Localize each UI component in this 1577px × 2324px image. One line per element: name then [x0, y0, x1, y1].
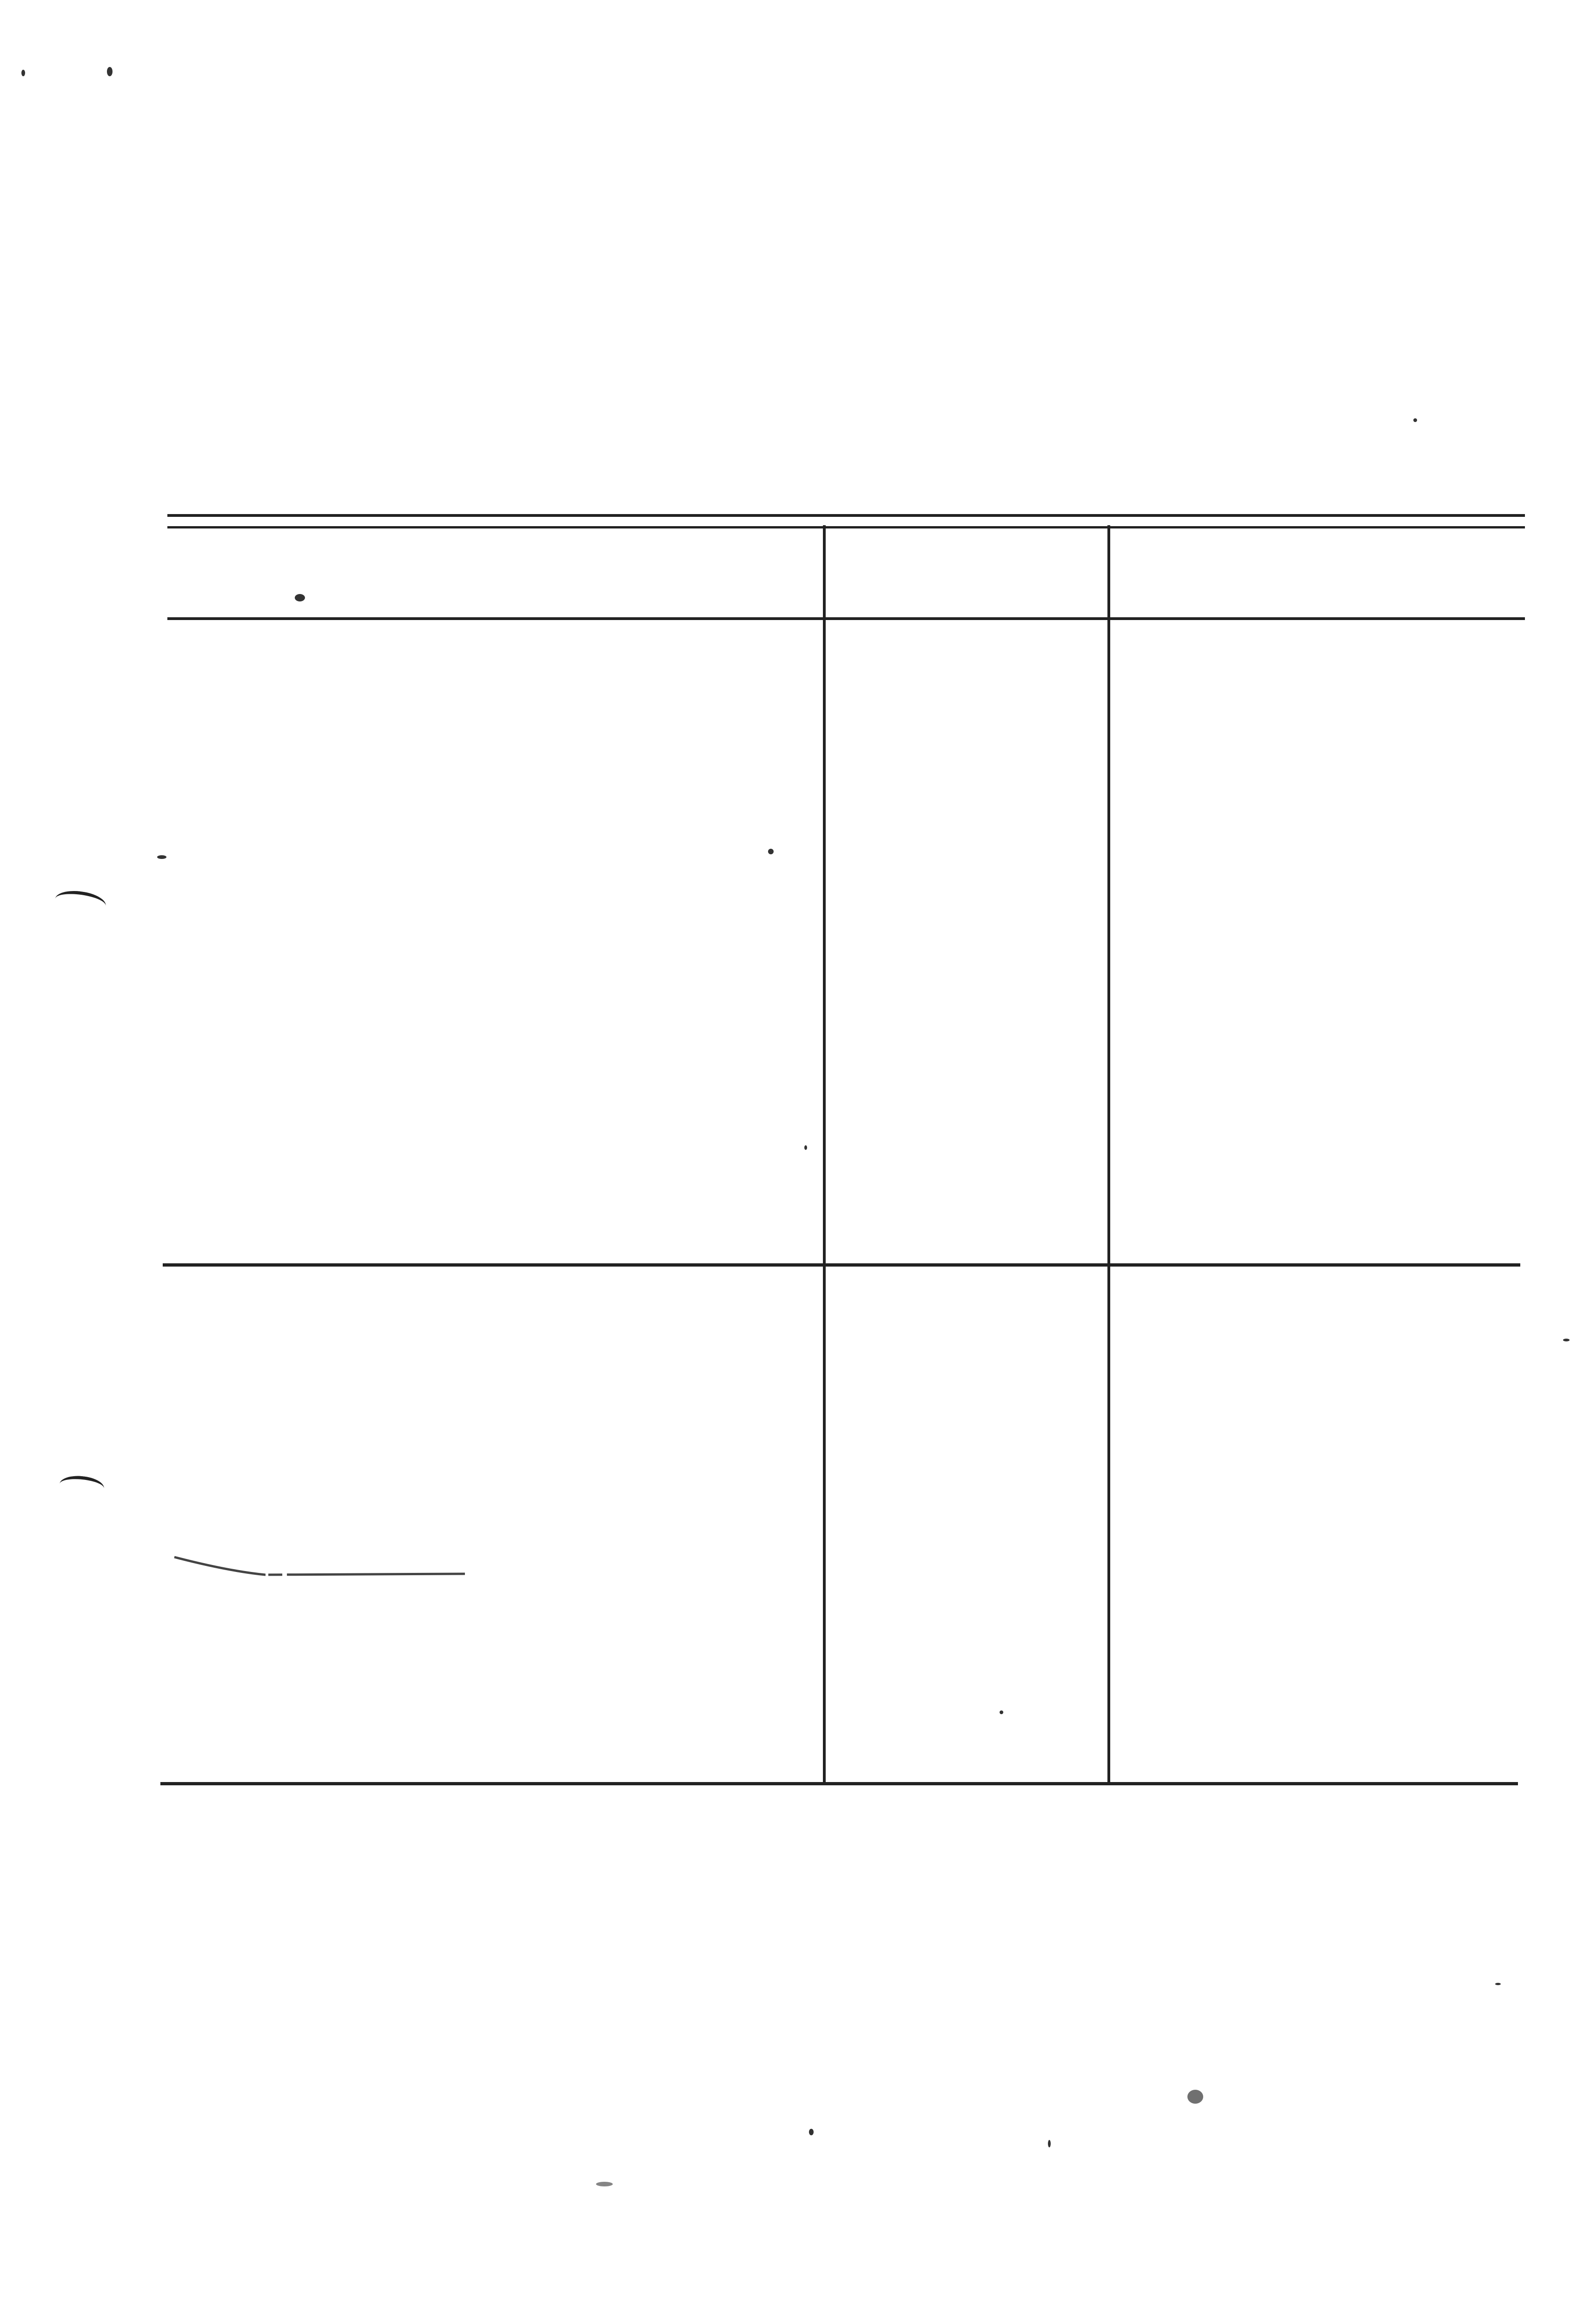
scan-speck: [596, 2182, 613, 2186]
scan-speck: [1187, 2090, 1203, 2104]
table-top-rule: [167, 514, 1525, 517]
pen-stroke: [172, 1552, 470, 1580]
ink-dot: [295, 594, 305, 601]
scan-speck: [809, 2129, 814, 2135]
table-bottom-rule: [160, 1782, 1518, 1785]
scan-speck: [1000, 1710, 1003, 1714]
section-divider: [163, 1263, 1520, 1267]
column-divider-1: [823, 525, 826, 1785]
scan-speck: [21, 70, 25, 76]
binder-hole-mark: [59, 1474, 105, 1499]
table-top-rule-inner: [167, 526, 1525, 528]
scan-speck: [157, 855, 166, 859]
column-divider-2: [1107, 525, 1110, 1785]
scan-speck: [1413, 418, 1417, 422]
scan-speck: [1563, 1339, 1570, 1341]
scan-speck: [107, 67, 113, 76]
scan-speck: [1048, 2140, 1051, 2147]
scan-speck: [804, 1145, 807, 1150]
binder-hole-mark: [53, 888, 107, 917]
scan-speck: [1495, 1983, 1501, 1985]
header-divider: [167, 617, 1525, 620]
scan-speck: [768, 849, 774, 854]
